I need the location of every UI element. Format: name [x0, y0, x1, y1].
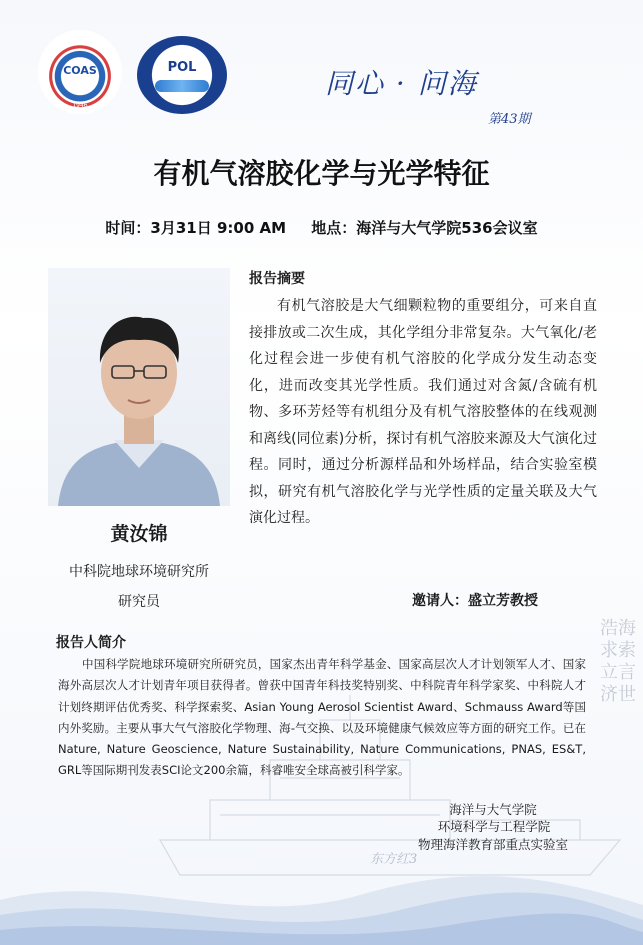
organizer-3: 物理海洋教育部重点实验室: [417, 837, 568, 852]
event-location: 地点：海洋与大气学院536会议室: [311, 219, 538, 237]
inviter: 邀请人：盛立芳教授: [412, 593, 538, 609]
speaker-institution: 中科院地球环境研究所: [69, 564, 209, 580]
ship-name-watermark: 东方红3: [370, 852, 418, 867]
organizer-1: 海洋与大气学院: [449, 802, 537, 817]
pol-logo: [137, 36, 227, 114]
coas-logo-year: 1946: [72, 102, 88, 109]
speaker-affiliation: [38, 557, 240, 617]
issue-number: 第43期: [488, 112, 531, 127]
bio-text: 中国科学院地球环境研究所研究员，国家杰出青年科学基金、国家高层次人才计划领军人才、国家海外高层次人才计划青年项目获得者。曾获中国青年科技奖特别奖、中科院青年科学家奖、中科院人才计划终期评估优秀奖、科学探索奖、Asian Young Aerosol Scientist Award、Schmauss Award等国内外奖励。主要从事大气气溶胶化学物理、海-气交换、以及环境健康气候效应等方面的研究工作。已在 Nature, Nature Geoscience, Nature Sustainability, Nature Communications, PNAS, ES&T, GRL等国际期刊发表SCI论文200余篇，科睿唯安全球高被引科学家。: [58, 657, 586, 778]
wave-decoration: [0, 860, 643, 945]
series-slogan: 同心 · 问海: [325, 67, 478, 100]
abstract-heading: 报告摘要: [249, 271, 305, 287]
speaker-name: 黄汝锦: [110, 523, 168, 545]
coas-logo-text: COAS: [63, 64, 97, 77]
calligraphy-watermark: 浩海求索 立言济世: [600, 618, 636, 705]
pol-logo-text: POL: [167, 60, 197, 75]
organizer-2: 环境科学与工程学院: [437, 819, 551, 834]
speaker-photo: [48, 268, 230, 506]
abstract-text: 有机气溶胶是大气细颗粒物的重要组分，可来自直接排放或二次生成，其化学组分非常复杂。大气氧化/老化过程会进一步使有机气溶胶的化学成分发生动态变化，进而改变其光学性质。我们通过对含氮/含硫有机物、多环芳烃等有机组分及有机气溶胶整体的在线观测和离线(同位素)分析，探讨有机气溶胶来源及大气演化过程。同时，通过分析源样品和外场样品，结合实验室模拟，研究有机气溶胶化学与光学性质的定量关联及大气演化过程。: [249, 298, 597, 526]
talk-title: 有机气溶胶化学与光学特征: [153, 157, 490, 190]
speaker-position: 研究员: [118, 594, 160, 610]
event-time: 时间：3月31日 9:00 AM: [105, 219, 287, 237]
bio-heading: 报告人简介: [56, 635, 126, 651]
event-info: [0, 217, 643, 238]
coas-logo: [38, 30, 122, 114]
